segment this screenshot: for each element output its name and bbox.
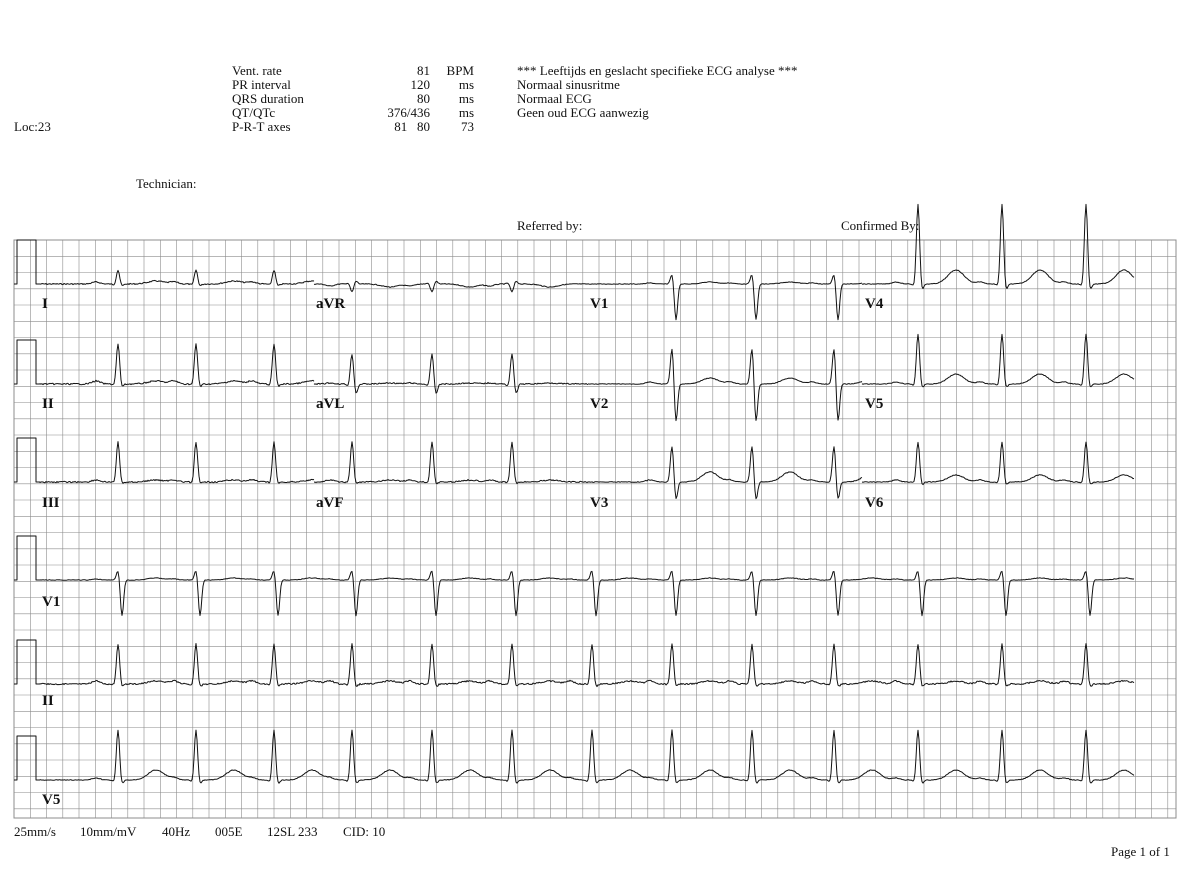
technician-label: Technician: xyxy=(136,176,197,191)
lead-label: I xyxy=(42,296,48,312)
measurement-label: Vent. rate xyxy=(232,63,282,78)
ecg-trace-V5 xyxy=(14,730,1134,783)
interpretation-line: Normaal ECG xyxy=(517,91,592,106)
ecg-trace-II xyxy=(14,640,1134,687)
measurement-value: 376/436 xyxy=(387,105,430,120)
lead-label: V5 xyxy=(42,792,61,808)
measurement-value: 120 xyxy=(410,77,430,92)
location-label: Loc:23 xyxy=(14,119,51,134)
measurement-label: PR interval xyxy=(232,77,291,92)
lead-label: III xyxy=(42,495,60,511)
filter: 40Hz xyxy=(162,824,191,839)
ecg-trace-V3 xyxy=(588,447,862,499)
confirmed-by-label: Confirmed By: xyxy=(841,218,920,233)
measurement-unit: ms xyxy=(458,91,474,106)
lead-label: V4 xyxy=(865,296,884,312)
ecg-trace-III xyxy=(14,438,314,483)
measurement-unit: BPM xyxy=(446,63,474,78)
lead-label: V1 xyxy=(42,594,61,610)
ecg-trace-II xyxy=(14,340,314,387)
ecg-trace-I xyxy=(14,240,314,285)
measurement-label: QRS duration xyxy=(232,91,304,106)
measurement-unit: 73 xyxy=(461,119,474,134)
gain: 10mm/mV xyxy=(80,824,137,839)
ecg-trace-V4 xyxy=(862,204,1134,288)
lead-label: V6 xyxy=(865,495,884,511)
ecg-trace-V1 xyxy=(588,275,862,319)
device: 12SL 233 xyxy=(267,824,318,839)
measurement-unit: ms xyxy=(458,77,474,92)
measurement-unit: ms xyxy=(458,105,474,120)
ecg-trace-V1 xyxy=(14,536,1134,616)
page-number: Page 1 of 1 xyxy=(1111,844,1170,859)
lead-label: V2 xyxy=(590,396,609,412)
interpretation-line: Geen oud ECG aanwezig xyxy=(517,105,649,120)
ecg-traces xyxy=(14,204,1134,783)
ecg-trace-V5 xyxy=(862,334,1134,387)
interpretation-line: Normaal sinusritme xyxy=(517,77,620,92)
lead-label: V1 xyxy=(590,296,609,312)
referred-by-label: Referred by: xyxy=(517,218,583,233)
measurement-label: QT/QTc xyxy=(232,105,276,120)
cid: CID: 10 xyxy=(343,824,386,839)
lead-label: aVR xyxy=(316,296,346,312)
paper-speed: 25mm/s xyxy=(14,824,56,839)
ecg-trace-V6 xyxy=(862,442,1134,485)
measurement-value: 81 80 xyxy=(394,119,430,134)
lead-label: V3 xyxy=(590,495,609,511)
lead-label: aVF xyxy=(316,495,344,511)
ecg-trace-V2 xyxy=(588,349,862,420)
measurement-value: 80 xyxy=(417,91,430,106)
lead-label: aVL xyxy=(316,396,345,412)
measurement-value: 81 xyxy=(417,63,430,78)
lead-label: II xyxy=(42,396,54,412)
measurement-label: P-R-T axes xyxy=(232,119,291,134)
code: 005E xyxy=(215,824,243,839)
interpretation-line: *** Leeftijds en geslacht specifieke ECG analyse *** xyxy=(517,63,798,78)
lead-label: II xyxy=(42,693,54,709)
lead-label: V5 xyxy=(865,396,884,412)
